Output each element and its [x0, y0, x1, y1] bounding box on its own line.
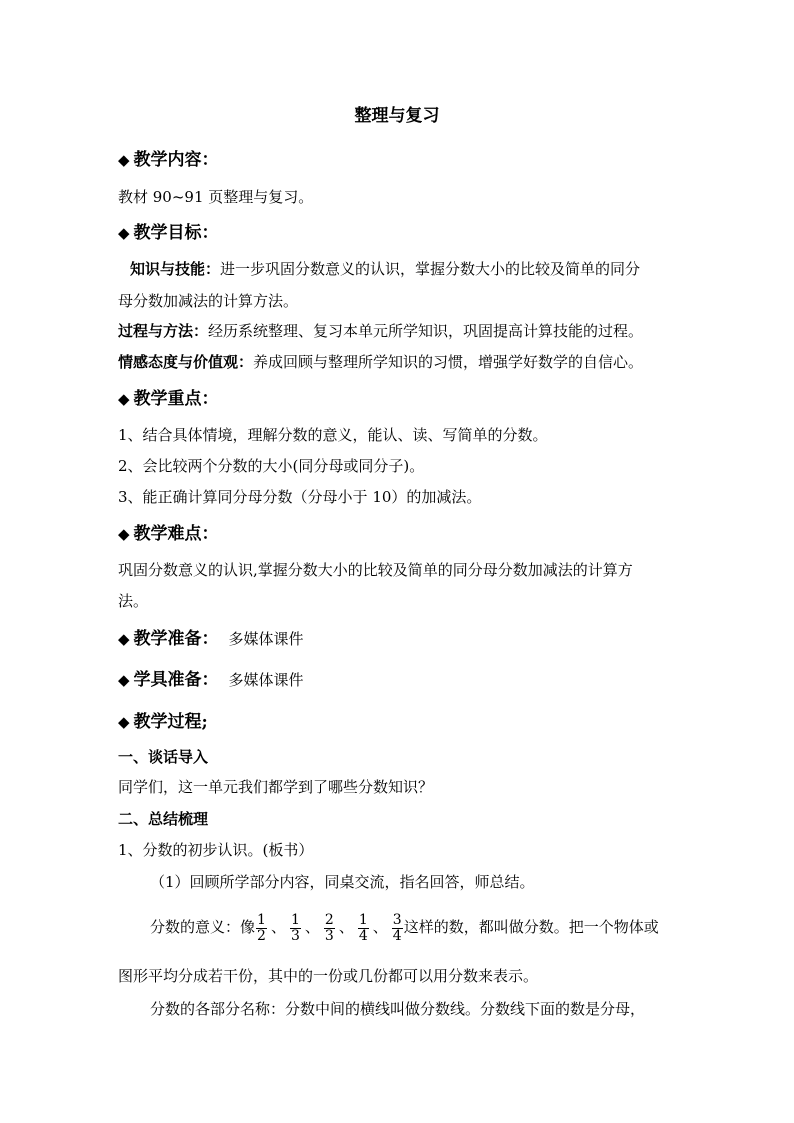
meaning-line	[150, 910, 659, 944]
key-point-2: 2、会比较两个分数的大小(同分母或同分子)。	[118, 457, 425, 475]
diamond-bullet-icon: ◆	[118, 390, 130, 408]
heading-text: 教学过程;	[133, 712, 208, 732]
meaning-cont: 图形平均分成若干份，其中的一份或几份都可以用分数来表示。	[118, 967, 539, 985]
goal-attitude	[118, 351, 643, 373]
heading-tools	[118, 667, 304, 693]
fraction: $\frac{1}{4}$	[358, 911, 368, 944]
fraction: $\frac{3}{4}$	[392, 911, 402, 944]
key-point-1: 1、结合具体情境，理解分数的意义，能认、读、写简单的分数。	[118, 426, 548, 444]
fraction: $\frac{1}{3}$	[290, 911, 300, 944]
difficulty-text-cont: 法。	[118, 592, 149, 610]
heading-teaching-content	[118, 147, 219, 173]
diamond-bullet-icon: ◆	[118, 630, 130, 648]
goal-text: 养成回顾与整理所学知识的习惯，增强学好数学的自信心。	[253, 353, 644, 371]
goal-label: 过程与方法：	[118, 322, 209, 340]
heading-process	[118, 709, 208, 735]
diamond-bullet-icon: ◆	[118, 671, 130, 689]
fraction: $\frac{2}{3}$	[324, 911, 334, 944]
heading-difficulty	[118, 521, 219, 547]
heading-text: 学具准备：	[133, 670, 219, 690]
tools-text: 多媒体课件	[228, 671, 304, 689]
goal-label: 情感态度与价值观：	[118, 353, 254, 371]
heading-text: 教学难点：	[133, 524, 219, 544]
page-title: 整理与复习	[354, 106, 440, 126]
heading-text: 教学重点：	[133, 389, 219, 409]
content-text: 教材 90~91 页整理与复习。	[118, 188, 314, 206]
fraction-separator: 、	[338, 918, 354, 936]
fraction-separator: 、	[304, 918, 320, 936]
difficulty-text: 巩固分数意义的认识,掌握分数大小的比较及简单的同分母分数加减法的计算方	[118, 561, 633, 579]
goal-text: 经历系统整理、复习本单元所学知识，巩固提高计算技能的过程。	[208, 322, 644, 340]
heading-text: 教学准备：	[133, 629, 219, 649]
diamond-bullet-icon: ◆	[118, 224, 130, 242]
prep-text: 多媒体课件	[228, 630, 304, 648]
heading-text: 教学目标：	[133, 223, 219, 243]
goal-knowledge	[130, 258, 640, 280]
diamond-bullet-icon: ◆	[118, 151, 130, 169]
parts-text: 分数的各部分名称：分数中间的横线叫做分数线。分数线下面的数是分母，	[150, 1000, 646, 1018]
meaning-prefix: 分数的意义：像	[150, 918, 256, 936]
part1-text: 同学们，这一单元我们都学到了哪些分数知识？	[118, 778, 434, 796]
heading-key-points	[118, 386, 219, 412]
diamond-bullet-icon: ◆	[118, 525, 130, 543]
fraction: $\frac{1}{2}$	[257, 911, 266, 944]
meaning-suffix: 这样的数，都叫做分数。把一个物体或	[403, 918, 659, 936]
heading-preparation	[118, 626, 304, 652]
heading-text: 教学内容：	[133, 150, 219, 170]
diamond-bullet-icon: ◆	[118, 713, 130, 731]
part2-heading: 二、总结梳理	[118, 810, 209, 828]
part1-heading: 一、谈话导入	[118, 748, 209, 766]
heading-teaching-goals	[118, 220, 219, 246]
item-1-sub: （1）回顾所学部分内容，同桌交流，指名回答，师总结。	[150, 873, 535, 891]
goal-process	[118, 320, 643, 342]
fraction-separator: 、	[372, 918, 388, 936]
key-point-3: 3、能正确计算同分母分数（分母小于 10）的加减法。	[118, 488, 482, 506]
fraction-separator: 、	[270, 918, 286, 936]
goal-text: 进一步巩固分数意义的认识，掌握分数大小的比较及简单的同分	[220, 260, 641, 278]
goal-knowledge-cont: 母分数加减法的计算方法。	[118, 292, 299, 310]
goal-label: 知识与技能：	[130, 260, 221, 278]
item-1: 1、分数的初步认识。(板书）	[118, 841, 314, 859]
